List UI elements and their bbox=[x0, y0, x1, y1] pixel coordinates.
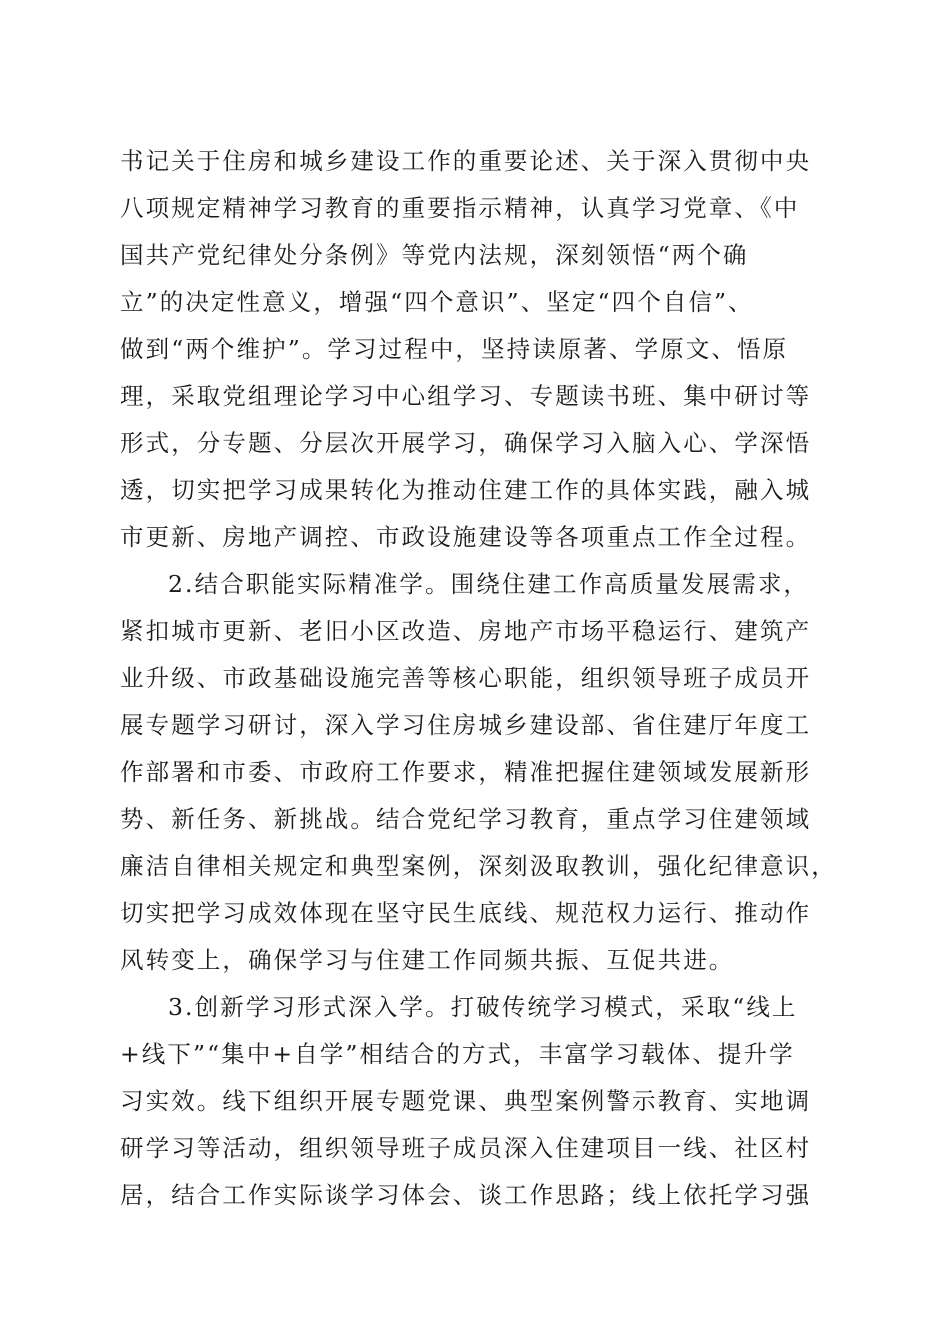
paragraph-1-line-4: 立”的决定性意义，增强“四个意识”、坚定“四个自信”、 bbox=[120, 288, 754, 316]
paragraph-3-line-4: 研学习等活动，组织领导班子成员深入住建项目一线、社区村 bbox=[120, 1134, 812, 1162]
paragraph-2-line-9: 风转变上，确保学习与住建工作同频共振、互促共进。 bbox=[120, 946, 735, 974]
paragraph-1-line-9: 市更新、房地产调控、市政设施建设等各项重点工作全过程。 bbox=[120, 523, 812, 551]
paragraph-1-line-8: 透，切实把学习成果转化为推动住建工作的具体实践，融入城 bbox=[120, 476, 812, 504]
paragraph-2-line-1: 2.结合职能实际精准学。围绕住建工作高质量发展需求， bbox=[168, 570, 810, 598]
paragraph-1-line-2: 八项规定精神学习教育的重要指示精神，认真学习党章、《中 bbox=[120, 194, 800, 222]
paragraph-3-line-1: 3.创新学习形式深入学。打破传统学习模式，采取“线上 bbox=[168, 993, 798, 1021]
paragraph-1-line-3: 国共产党纪律处分条例》等党内法规，深刻领悟“两个确 bbox=[120, 241, 749, 269]
paragraph-1-line-7: 形式，分专题、分层次开展学习，确保学习入脑入心、学深悟 bbox=[120, 429, 812, 457]
paragraph-2-line-6: 势、新任务、新挑战。结合党纪学习教育，重点学习住建领域 bbox=[120, 805, 812, 833]
paragraph-1-line-5: 做到“两个维护”。学习过程中，坚持读原著、学原文、悟原 bbox=[120, 335, 789, 363]
paragraph-2-line-2: 紧扣城市更新、老旧小区改造、房地产市场平稳运行、建筑产 bbox=[120, 617, 812, 645]
paragraph-2-line-7: 廉洁自律相关规定和典型案例，深刻汲取教训，强化纪律意识， bbox=[120, 852, 837, 880]
paragraph-2-line-5: 作部署和市委、市政府工作要求，精准把握住建领域发展新形 bbox=[120, 758, 812, 786]
paragraph-1-line-1: 书记关于住房和城乡建设工作的重要论述、关于深入贯彻中央 bbox=[120, 147, 812, 175]
paragraph-2-line-3: 业升级、市政基础设施完善等核心职能，组织领导班子成员开 bbox=[120, 664, 812, 692]
paragraph-2-line-8: 切实把学习成效体现在坚守民生底线、规范权力运行、推动作 bbox=[120, 899, 812, 927]
paragraph-3-line-3: 习实效。线下组织开展专题党课、典型案例警示教育、实地调 bbox=[120, 1087, 812, 1115]
paragraph-3-line-5: 居，结合工作实际谈学习体会、谈工作思路；线上依托学习强 bbox=[120, 1181, 812, 1209]
paragraph-1-line-6: 理，采取党组理论学习中心组学习、专题读书班、集中研讨等 bbox=[120, 382, 812, 410]
paragraph-3-line-2: +线下”“集中+自学”相结合的方式，丰富学习载体、提升学 bbox=[120, 1040, 795, 1068]
paragraph-2-line-4: 展专题学习研讨，深入学习住房城乡建设部、省住建厅年度工 bbox=[120, 711, 812, 739]
